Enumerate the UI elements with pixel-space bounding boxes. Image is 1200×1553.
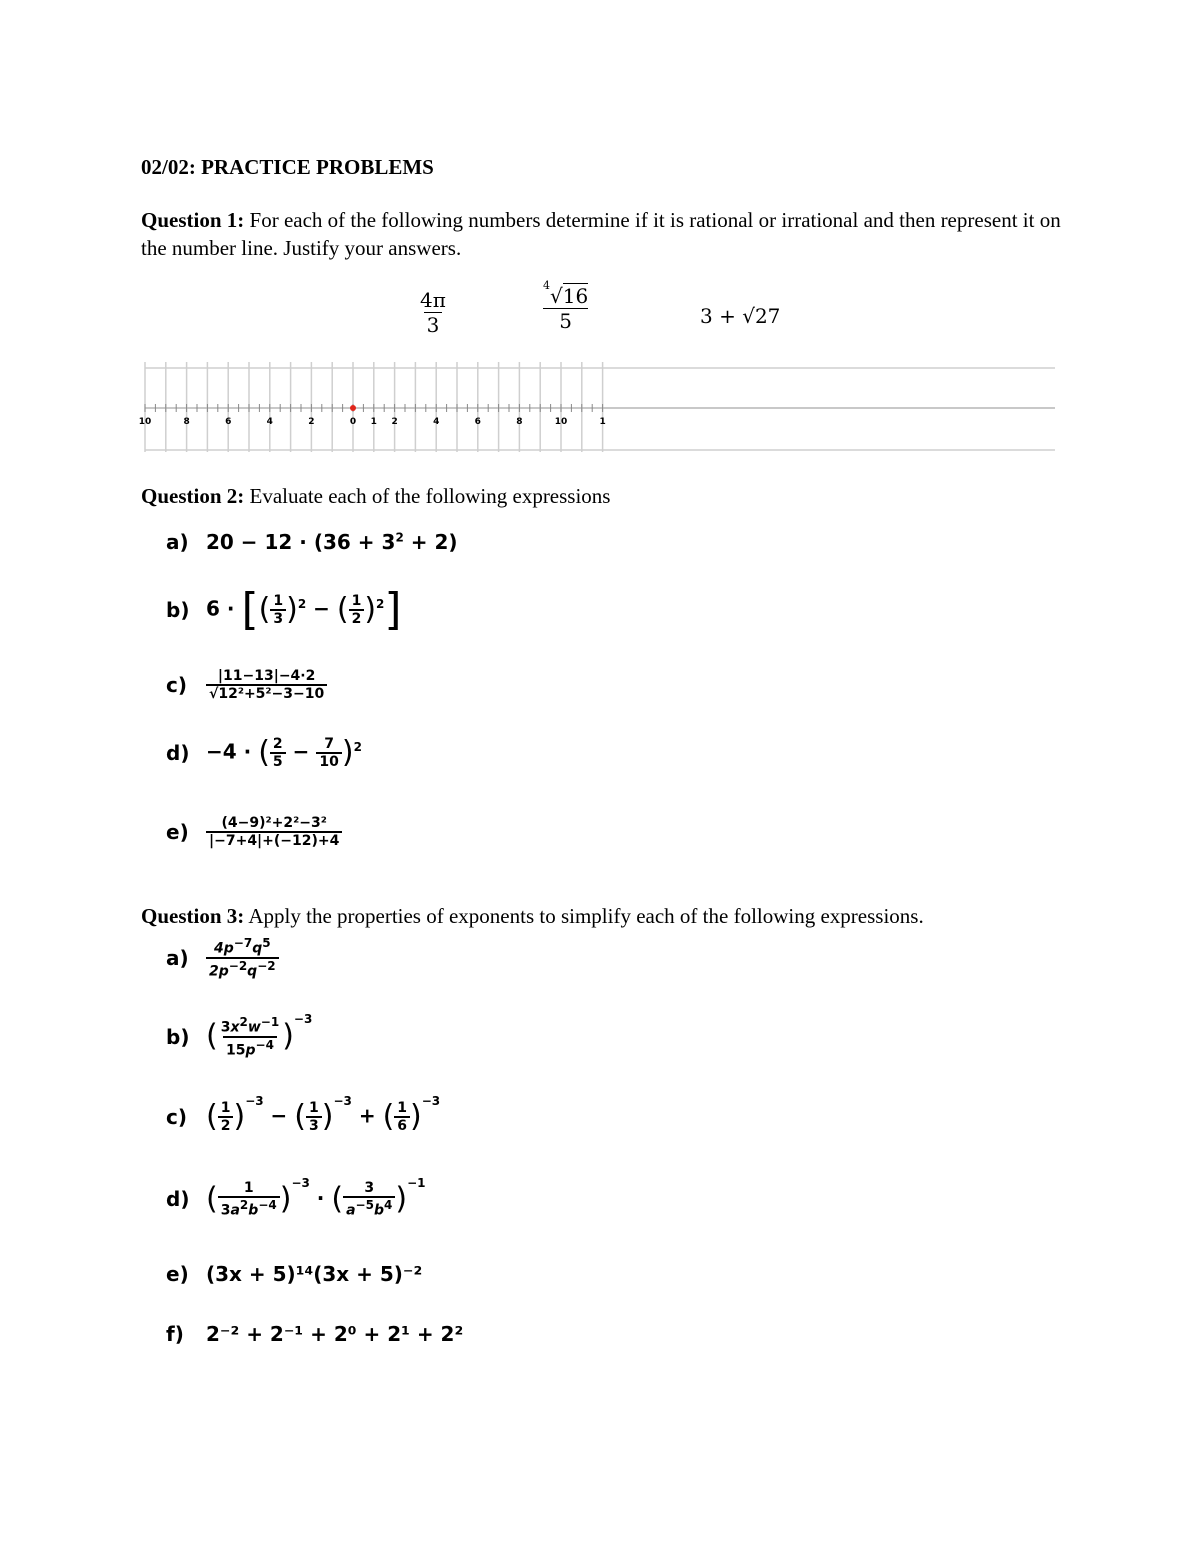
tick-label: 8 (183, 417, 190, 427)
number-line-grid (145, 362, 1055, 452)
tick-label: 6 (474, 417, 481, 427)
tick-label: 10 (138, 417, 152, 427)
q3-item-c: c) ( $\frac{1}{2}$ )$^{-3}$ − ( $\frac{1}{3}$ )$^{-3}$ + ( $\frac{1}{6}$ )$^{-3}$ (166, 1093, 441, 1134)
q2-item-b: b) 6 · [( $\frac{1}{3}$ )$^2$ − ( $\frac{1}{2}$ )$^2$] (166, 584, 402, 635)
question-3-prompt (141, 902, 1061, 930)
tick-label: 10 (554, 417, 568, 427)
question-1-prompt (141, 206, 1061, 262)
q2-item-c: c) $\frac{|11-13|-4\cdot 2}{\text{√12²+5²−3−10}}$ (166, 668, 327, 702)
tick-label: 1 (599, 417, 606, 427)
q2-item-e: e) $\frac{\text{(4−9)²+2²−3²}}{|-7+4|+(-12)+4}$ (166, 815, 342, 849)
question-1-text: For each of the following numbers determine if it is rational or irrational and then represent it on the number line. Justify your answers. (141, 208, 1061, 260)
q3-item-d: d) ( $\frac{1}{3a^2b^{-4}}$ )$^{-3}$ · ( $\frac{3}{a^{-5}b^4}$ )$^{-1}$ (166, 1176, 426, 1219)
question-2-label: Question 2: (141, 484, 245, 508)
tick-label: 8 (516, 417, 523, 427)
number-line (140, 360, 1060, 460)
tick-label: 4 (266, 417, 273, 427)
q3-item-f: f) 2⁻² + 2⁻¹ + 2⁰ + 2¹ + 2² (166, 1322, 464, 1346)
q2-item-d: d) −4 · ( $\frac{2}{5}$ − $\frac{7}{10}$ )$^2$ (166, 735, 362, 770)
tick-label: 6 (225, 417, 232, 427)
question-3-text: Apply the properties of exponents to simplify each of the following expressions. (248, 904, 924, 928)
question-1-label: Question 1: (141, 208, 245, 232)
tick-label: 2 (308, 417, 315, 427)
question-3-label: Question 3: (141, 904, 245, 928)
page-title: 02/02: PRACTICE PROBLEMS (141, 155, 434, 179)
number-line-point (350, 405, 356, 411)
tick-label: 1 (370, 417, 377, 427)
tick-label: 2 (391, 417, 398, 427)
number-3-plus-sqrt-27: 3 + √27 (700, 304, 781, 328)
number-4pi-over-3: $\frac{4\pi}{3}$ (420, 288, 446, 337)
tick-label: 4 (433, 417, 440, 427)
q3-item-e: e) (3x + 5)¹⁴(3x + 5)⁻² (166, 1262, 423, 1286)
question-2-text: Evaluate each of the following expressions (249, 484, 611, 508)
q2-item-a: a) $20 - 12 \cdot (36 + 3^2 + 2)$ (166, 530, 458, 554)
q3-item-b: b) ( $\frac{3x^2w^{-1}}{15p^{-4}}$ )$^{-3}$ (166, 1011, 313, 1059)
question-2-prompt (141, 482, 1061, 510)
q3-item-a: a) $\frac{4p^{-7}q^5}{2p^{-2}q^{-2}}$ (166, 936, 279, 979)
number-line-labels (139, 417, 606, 427)
number-fourth-root-16-over-5: $\frac{^4√16}{5}$ (543, 279, 589, 333)
tick-label: 0 (349, 417, 357, 427)
